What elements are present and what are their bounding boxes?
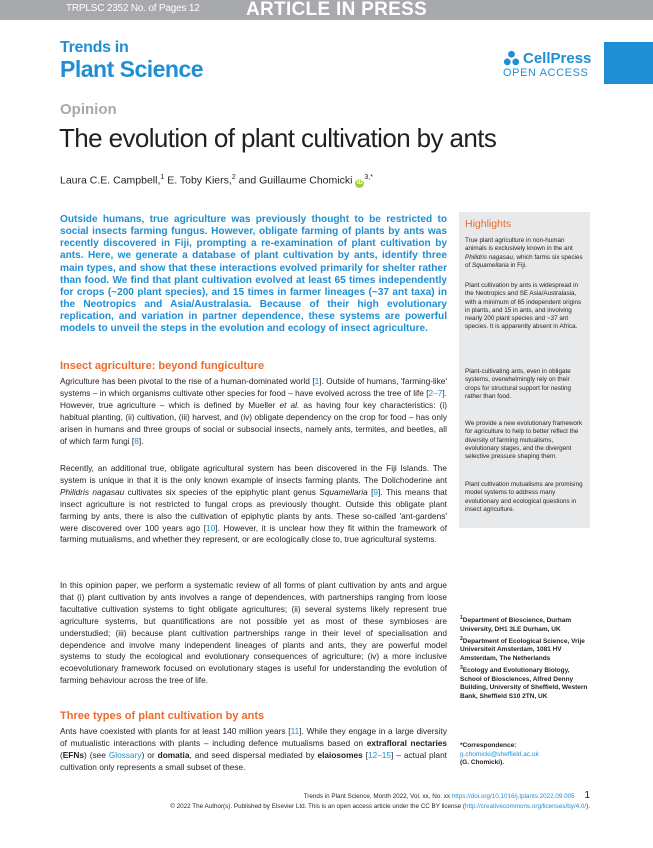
highlight-item: Plant cultivation mutualisms are promising model systems to address many evolutionary and ecological questions in insect agriculture. — [465, 481, 583, 513]
article-in-press-banner: ARTICLE IN PRESS — [246, 0, 428, 20]
journal-name-line1: Trends in — [60, 39, 129, 56]
glossary-term: extrafloral nectaries — [366, 737, 447, 748]
author-list — [60, 174, 373, 188]
highlight-item: True plant agriculture in non-human animals is exclusively known in the ant Philidris nagasau, which farms six species of Squamellaria in Fiji. — [465, 237, 583, 269]
affiliation: $^2$Department of Ecological Science, Vrije Universiteit Amsterdam, 1081 HV Amsterdam, The Netherlands — [460, 635, 585, 663]
section-heading: Three types of plant cultivation by ants — [60, 710, 265, 722]
body-paragraph: Recently, an additional true, obligate agricultural system has been discovered in the Fiji Islands. The system is unique in that it is the only known example of insects farming plants. The Dolichoderine ant Philidris nagasau cultivates six species of the epiphytic plant genus Squamellaria [9]. This means that insect agriculture is not restricted to fungal crops as previously thought. Outside this obligate plant farming by ants, there is also the cultivation of epiphytic plants by ants. These so-called 'ant-gardens' were discovered over 100 years ago [10]. However, it is unclear how they fit within the framework of farming mutualisms, and whether they represent, or are ecologically close to, true agricultural systems. — [60, 463, 448, 545]
author-name: and Guillaume Chomicki — [235, 174, 353, 187]
highlight-item: We provide a new evolutionary framework for agriculture to help to better reflect the diversity of farming mutualisms, evolutionary stages, and the divergent selective pressure shaping them. — [465, 420, 583, 461]
publisher-logo[interactable] — [503, 50, 591, 79]
citation-link[interactable]: 8 — [134, 435, 139, 446]
journal-tab — [604, 42, 653, 84]
top-banner — [0, 0, 653, 20]
affiliation: $^1$Department of Bioscience, Durham University, DH1 3LE Durham, UK — [460, 615, 572, 633]
orcid-icon[interactable]: iD — [356, 179, 363, 186]
correspondence — [460, 742, 592, 768]
citation-link[interactable]: 11 — [290, 726, 300, 736]
journal-logo[interactable] — [60, 40, 203, 81]
page-number: 1 — [584, 790, 590, 801]
cellpress-icon — [503, 50, 520, 67]
citation-link[interactable]: 12–15 — [367, 749, 392, 760]
highlights-title: Highlights — [465, 218, 512, 230]
doi-link[interactable]: https://doi.org/10.1016/j.tplants.2022.09.005 — [451, 793, 575, 800]
author-name: E. Toby Kiers, — [164, 174, 232, 187]
glossary-link[interactable]: Glossary — [108, 749, 142, 760]
correspondence-name: (G. Chomicki). — [460, 759, 505, 767]
article-title: The evolution of plant cultivation by ants — [59, 123, 497, 153]
glossary-term: elaiosomes — [317, 749, 363, 760]
open-access-label: OPEN ACCESS — [503, 67, 589, 79]
citation-link[interactable]: 10 — [206, 522, 216, 533]
citation-link[interactable]: 9 — [373, 486, 379, 497]
glossary-term: EFNs — [62, 749, 84, 760]
footer-citation — [60, 790, 590, 801]
highlight-item: Plant cultivation by ants is widespread in the Neotropics and SE Asia/Australasia, with a minimum of 65 independent origins in plants, and 15 in ants, and involving nearly 200 plant species and ~37 ant species. It is apparently absent in Africa. — [465, 282, 582, 331]
affiliations — [460, 614, 592, 702]
article-type: Opinion — [60, 101, 117, 118]
glossary-term: domatia — [157, 749, 190, 760]
publisher-name: CellPress — [523, 50, 592, 67]
footer-journal-info: Trends in Plant Science, Month 2022, Vol. xx, No. xx — [303, 793, 451, 800]
author-name: Laura C.E. Campbell, — [60, 174, 161, 187]
abstract: Outside humans, true agriculture was previously thought to be restricted to social insects farming fungus. However, obligate farming of plants by ants was recently discovered in Fiji, prompting a re-examination of plant cultivation by ants. Here, we generate a database of plant cultivation by ants, identify three main types, and show that these interactions evolved primarily for shelter rather than food. We find that plant cultivation evolved at least 65 times independently for crops (~200 plant species), and 15 times in farmer lineages (~37 ant taxa) in the Neotropics and Asia/Australasia. Because of their high evolutionary replication, and variation in partner dependence, these systems are powerful models to unveil the steps in the evolution and ecology of insect agriculture. — [60, 214, 447, 335]
author-affiliation-ref: 1 — [160, 174, 165, 181]
body-paragraph: Agriculture has been pivotal to the rise of a human-dominated world [1]. Outside of humans, 'farming-like' systems – in which organisms cultivate other species for food – have evolved across the tree of life [2–7]. However, true agriculture – which is defined by Mueller et al. as having four key characteristics: (i) habitual planting, (ii) cultivation, (iii) harvest, and (iv) obligate dependency on the crop for food – has only arisen in humans and three groups of social or subsocial insects, namely ants, termites, and beetles, all of which farm fungi [8]. — [60, 376, 447, 446]
correspondence-label: *Correspondence: — [460, 742, 517, 749]
manuscript-meta: TRPLSC 2352 No. of Pages 12 — [66, 3, 200, 14]
highlight-item: Plant-cultivating ants, even in obligate systems, overwhelmingly rely on their crops for structural support for nesting rather than food. — [465, 368, 572, 400]
section-heading: Insect agriculture: beyond fungiculture — [60, 360, 265, 372]
author-affiliation-ref: 3,* — [364, 174, 373, 181]
author-affiliation-ref: 2 — [231, 174, 236, 181]
citation-link[interactable]: 2–7 — [428, 387, 443, 398]
body-paragraph: Ants have coexisted with plants for at least 140 million years [11]. While they engage in a large diversity of mutualistic interactions with plants – including defence mutualisms based on extrafloral nectaries (EFNs) (see Glossary) or domatia, and seed dispersal mediated by elaiosomes [12–15] – actual plant cultivation only represents a small subset of these. — [60, 726, 447, 772]
correspondence-email[interactable]: g.chomicki@sheffield.ac.uk — [460, 750, 539, 758]
body-paragraph: In this opinion paper, we perform a systematic review of all forms of plant cultivation by ants and argue that (i) plant cultivation by ants involves a range of dependences, with partnerships ranging from loose facultative cultivation systems to tight obligate agricultures; (ii) several systems likely represent true agriculture systems, but quantifications are not possible yet as most of these symbioses are understudied; (iii) because plant cultivation partnerships range in their level of specialisation and dependence and involve many independent lineages of plants and ants, they are powerful model systems to study the ecological and evolutionary consequences of agriculture; (iv) a more inclusive ecoevolutionary framework focused on evolutionary stages is useful for understanding the evolution of farming behaviour across the tree of life. — [60, 580, 447, 686]
journal-name-line2: Plant Science — [60, 56, 204, 82]
affiliation: $^3$Ecology and Evolutionary Biology, School of Biosciences, Alfred Denny Building, University of Sheffield, Western Bank, Sheffield S10 2TN, UK — [460, 664, 588, 701]
license-link[interactable]: http://creativecommons.org/licenses/by/4.0/ — [465, 803, 587, 810]
citation-link[interactable]: 1 — [314, 376, 320, 386]
footer-copyright: © 2022 The Author(s). Published by Elsevier Ltd. This is an open access article under the CC BY license (http://creativecommons.org/licenses/by/4.0/). — [170, 803, 590, 810]
